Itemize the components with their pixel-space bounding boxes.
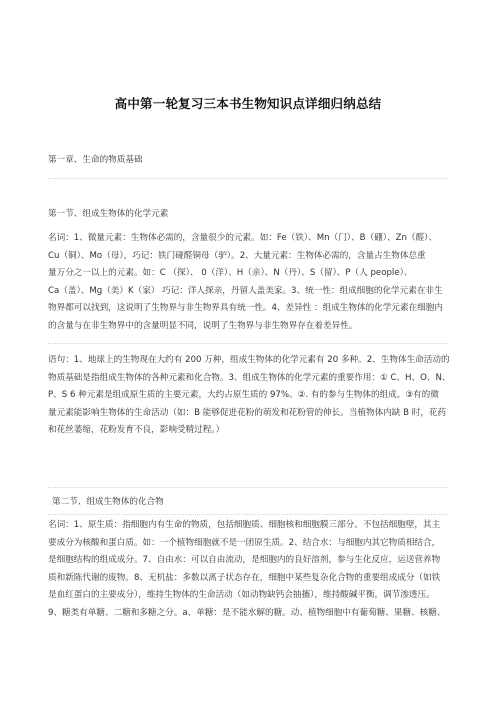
paragraph-line: Ca（盖）、Mg（美）K（家） 巧记：洋人探亲，丹留人盖美家。3、统一性：组成细胞的化学元素在非生 [48, 285, 443, 296]
divider [48, 514, 448, 515]
section1-statements-paragraph [48, 352, 450, 440]
paragraph-line: 是血红蛋白的主要成分），维持生物体的生命活动（如动物缺钙会抽搐），维持酸碱平衡，调节渗透压。 [48, 590, 435, 601]
paragraph-line: 是细胞结构的组成成分。7、自由水：可以自由流动，是细胞内的良好溶剂，参与生化反应，运送营养物 [48, 555, 441, 566]
section2-terms-paragraph [48, 517, 450, 623]
section-heading-1: 第一节、组成生物体的化学元素 [48, 209, 169, 219]
divider [48, 487, 448, 488]
paragraph-line: 名词：1、微量元素：生物体必需的，含量很少的元素。如：Fe（铁）、Mn（门）、B（硼）、Zn（醛）、 [48, 233, 438, 243]
section-heading-2: 第二节、组成生物体的化合物 [52, 497, 164, 507]
divider [48, 343, 448, 344]
paragraph-line: 量元素能影响生物体的生命活动（如：B 能够促进花粉的萌发和花粉管的伸长。当植物体内缺 B 时，花药 [48, 407, 447, 418]
paragraph-line: Cu（铜）、Mo（母），巧记：铁门碰醛铜母（驴）。2、大量元素：生物体必需的，含量占生物体总重 [48, 250, 426, 261]
paragraph-line: 的含量与在非生物界中的含量明显不同，说明了生物界与非生物界存在着差异性。 [48, 320, 358, 331]
document-title: 高中第一轮复习三本书生物知识点详细归纳总结 [114, 96, 382, 111]
paragraph-line: 量万分之一以上的元素。如：C （探）、 0（洋）、H（亲）、N（丹）、S（留）、P（人 people）、 [48, 268, 413, 279]
paragraph-line: 9、糖类有单糖、二糖和多糖之分。a、单糖：是不能水解的糖。动、植物细胞中有葡萄糖、果糖、核糖、 [48, 607, 446, 618]
divider [48, 178, 448, 179]
paragraph-line: 语句：1、地球上的生物现在大约有 200 万种，组成生物体的化学元素有 20 多种。2、生物体生命活动的 [48, 355, 450, 365]
paragraph-line: 物界都可以找到，这说明了生物界与非生物界具有统一性。4、差异性 ：组成生物体的化学元素在细胞内 [48, 303, 443, 314]
paragraph-line: 质和新陈代谢的废物。8、无机盐：多数以离子状态存在，细胞中某些复杂化合物的重要组成成分（如铁 [48, 572, 441, 583]
section1-terms-paragraph [48, 230, 450, 336]
paragraph-line: 名词：1、原生质：指细胞内有生命的物质，包括细胞质、细胞核和细胞膜三部分。不包括细胞壁，其主 [48, 520, 441, 530]
paragraph-line: P、S 6 种元素是组成原生质的主要元素，大约占原生质的 97%。②. 有的参与生物体的组成。③有的微 [48, 390, 439, 401]
paragraph-line: 物质基础是指组成生物体的各种元素和化合物。3、组成生物体的化学元素的重要作用：① C、H、O、N、 [48, 372, 450, 383]
chapter-heading: 第一章、生命的物质基础 [48, 155, 143, 165]
paragraph-line: 要成分为核酸和蛋白质。如：一个植物细胞就不是一团原生质。2、结合水：与细胞内其它物质相结合， [48, 537, 441, 548]
paragraph-line: 和花丝萎缩，花粉发育不良，影响受精过程。） [48, 425, 225, 436]
